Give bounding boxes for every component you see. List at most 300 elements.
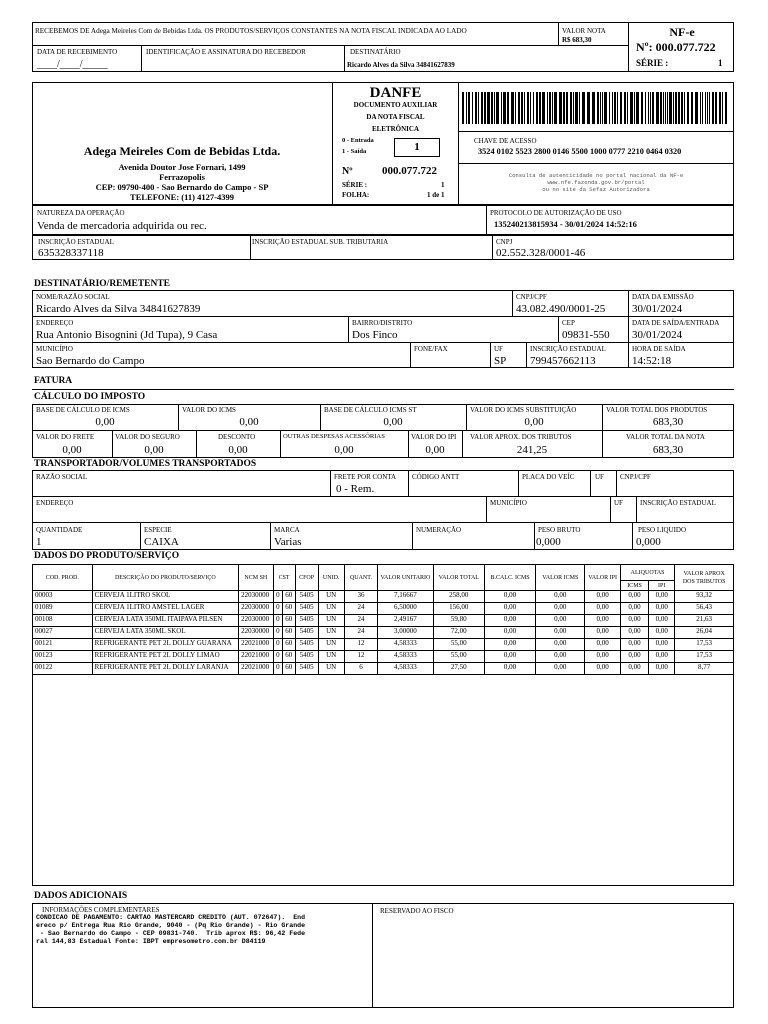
danfe-folha-label: FOLHA:	[342, 191, 370, 199]
cell-aicms: 0,00	[620, 651, 648, 663]
transp-frete: 0 - Rem.	[336, 483, 375, 495]
cell-cst1: 0	[273, 663, 282, 675]
cell-quant: 12	[344, 639, 377, 651]
cell-cst1: 0	[273, 639, 282, 651]
cell-quant: 24	[344, 615, 377, 627]
cell-bc: 0,00	[484, 639, 535, 651]
barcode-bar	[575, 92, 578, 124]
nfe-numero: Nº: 000.077.722	[636, 40, 716, 54]
cell-cst2: 60	[283, 627, 296, 639]
cell-cod: 00121	[33, 639, 93, 651]
dest-endereco-label: ENDEREÇO	[36, 319, 74, 327]
dest-cep-label: CEP	[562, 319, 575, 327]
cell-aicms: 0,00	[620, 663, 648, 675]
barcode-bar	[617, 92, 618, 124]
transp-municipio-label: MUNICÍPIO	[490, 499, 527, 507]
barcode-bar	[636, 92, 639, 124]
valor-nota-label: VALOR NOTA	[562, 27, 606, 35]
cell-bc: 0,00	[484, 651, 535, 663]
dest-municipio: Sao Bernardo do Campo	[36, 355, 145, 367]
barcode-bar	[712, 92, 714, 124]
transp-peso-liquido: 0,000	[636, 536, 661, 548]
cnpj-emitente-label: CNPJ	[496, 238, 513, 246]
cell-desc: REFRIGERANTE PET 2L DOLLY GUARANA	[92, 639, 238, 651]
cell-vunit: 7,16667	[378, 591, 433, 603]
imposto-section: CÁLCULO DO IMPOSTO	[34, 392, 146, 402]
dest-emissao: 30/01/2024	[632, 303, 683, 315]
cell-bc: 0,00	[484, 591, 535, 603]
transp-peso-liquido-label: PESO LIQUIDO	[638, 526, 687, 534]
produtos-section: DADOS DO PRODUTO/SERVIÇO	[34, 551, 180, 561]
ie-value: 635328337118	[38, 247, 104, 259]
transp-especie-label: ESPECIE	[144, 526, 172, 534]
barcode-bar	[719, 92, 721, 124]
cell-vipi: 0,00	[585, 651, 621, 663]
barcode-bar	[549, 92, 551, 124]
barcode-bar	[542, 92, 545, 124]
cell-aipi: 0,00	[649, 591, 675, 603]
transp-especie: CAIXA	[144, 536, 179, 548]
cell-vtotal: 156,00	[433, 603, 484, 615]
info-label: INFORMAÇÕES COMPLEMENTARES	[42, 906, 160, 914]
emitente-name: Adega Meireles Com de Bebidas Ltda.	[83, 144, 281, 158]
transp-antt-label: CÓDIGO ANTT	[412, 473, 460, 481]
cell-desc: CERVEJA 1LITRO AMSTEL LAGER	[92, 603, 238, 615]
cell-cst1: 0	[273, 603, 282, 615]
cell-vtotal: 72,00	[433, 627, 484, 639]
barcode-bar	[533, 92, 534, 124]
cell-ncm: 22021000	[239, 651, 274, 663]
cell-cfop: 5405	[295, 627, 318, 639]
barcode-bar	[566, 92, 568, 124]
danfe-serie-label: SÉRIE :	[342, 181, 368, 189]
barcode-bar	[484, 92, 486, 124]
tributos: 241,25	[516, 444, 548, 456]
cell-vunit: 2,49167	[378, 615, 433, 627]
cell-cod: 00123	[33, 651, 93, 663]
cell-quant: 24	[344, 627, 377, 639]
barcode-bar	[552, 92, 553, 124]
barcode-bar	[702, 92, 703, 124]
cell-quant: 6	[344, 663, 377, 675]
cell-vtotal: 258,00	[433, 591, 484, 603]
cell-vicms: 0,00	[536, 603, 585, 615]
transp-ie-label: INSCRIÇÃO ESTADUAL	[640, 499, 716, 507]
th-cod: COD. PROD.	[33, 565, 93, 591]
adicionais-section: DADOS ADICIONAIS	[34, 891, 128, 901]
cell-bc: 0,00	[484, 663, 535, 675]
protocolo-value: 135240213815934 - 30/01/2024 14:52:16	[494, 219, 637, 229]
th-cfop: CFOP	[295, 565, 318, 591]
chave-value: 3524 0102 5523 2800 0146 5500 1000 0777 2210 0464 0320	[478, 147, 682, 156]
barcode-bar	[652, 92, 654, 124]
dest-cnpj-label: CNPJ/CPF	[516, 293, 547, 301]
dest-nome-label: NOME/RAZÃO SOCIAL	[36, 293, 110, 301]
barcode-bar	[669, 92, 672, 124]
bc-icms-st: 0,00	[383, 416, 403, 428]
outras: 0,00	[334, 444, 354, 456]
total-nota: 683,30	[652, 444, 684, 456]
table-row	[33, 615, 734, 627]
cell-trib: 26,04	[675, 627, 734, 639]
cell-unid: UN	[318, 639, 344, 651]
barcode-bar	[667, 92, 668, 124]
canhoto-serie: 1	[718, 58, 723, 68]
th-vicms: VALOR ICMS	[536, 565, 585, 591]
barcode-bar	[614, 92, 616, 124]
cell-quant: 36	[344, 591, 377, 603]
outras-label: OUTRAS DESPESAS ACESSÓRIAS	[283, 433, 385, 440]
cell-vunit: 6,50000	[378, 603, 433, 615]
cell-ncm: 22030000	[239, 615, 274, 627]
transp-placa-label: PLACA DO VEÍC	[522, 473, 575, 481]
barcode-bar	[630, 92, 633, 124]
canhoto-destinatario: Ricardo Alves da Silva 34841627839	[347, 61, 455, 69]
ipi-label: VALOR DO IPI	[411, 433, 457, 441]
cell-trib: 8,77	[675, 663, 734, 675]
th-cst: CST	[273, 565, 295, 591]
danfe-sub1: DOCUMENTO AUXILIAR	[353, 101, 438, 109]
info-line2: ereco p/ Entrega Rua Rio Grande, 9040 - (Pq Rio Grande) - Rio Grande	[36, 922, 306, 929]
cell-cst2: 60	[283, 603, 296, 615]
cell-cst1: 0	[273, 615, 282, 627]
info-line1: CONDICAO DE PAGAMENTO: CARTAO MASTERCARD CREDITO (AUT. 072647). End	[36, 914, 306, 921]
total-produtos-label: VALOR TOTAL DOS PRODUTOS	[606, 406, 708, 414]
info-line3: - Sao Bernardo do Campo - CEP 09831-740. Trib aprox R$: 96,42 Fede	[36, 930, 306, 937]
cell-vicms: 0,00	[536, 663, 585, 675]
cell-cst1: 0	[273, 627, 282, 639]
cell-vunit: 4,58333	[378, 651, 433, 663]
cell-cfop: 5405	[295, 651, 318, 663]
cell-trib: 17,53	[675, 639, 734, 651]
protocolo-label: PROTOCOLO DE AUTORIZAÇÃO DE USO	[490, 209, 622, 217]
cell-vipi: 0,00	[585, 627, 621, 639]
cell-ncm: 22030000	[239, 591, 274, 603]
cell-ncm: 22021000	[239, 639, 274, 651]
cell-aipi: 0,00	[649, 603, 675, 615]
barcode-bar	[487, 92, 490, 124]
barcode-bar	[466, 92, 467, 124]
barcode-bar	[579, 92, 580, 124]
cell-vunit: 4,58333	[378, 663, 433, 675]
barcode-bar	[587, 92, 590, 124]
barcode-bar	[521, 92, 523, 124]
dest-hora: 14:52:18	[632, 355, 672, 367]
cell-vicms: 0,00	[536, 651, 585, 663]
th-vunit: VALOR UNITARIO	[378, 565, 433, 591]
cell-vipi: 0,00	[585, 615, 621, 627]
cell-cfop: 5405	[295, 603, 318, 615]
barcode-bar	[705, 92, 706, 124]
info-line4: ral 144,83 Estadual Fonte: IBPT empresometro.com.br D84119	[36, 938, 266, 945]
frete-label: VALOR DO FRETE	[36, 433, 95, 441]
barcode-bar	[582, 92, 585, 124]
desconto-label: DESCONTO	[218, 433, 256, 441]
emitente-phone: TELEFONE: (11) 4127-4399	[130, 192, 234, 202]
danfe-sub3: ELETRÔNICA	[371, 125, 420, 133]
cnpj-emitente-value: 02.552.328/0001-46	[496, 247, 586, 259]
cell-ncm: 22030000	[239, 603, 274, 615]
dest-fone-label: FONE/FAX	[414, 345, 448, 353]
transp-marca: Varias	[274, 536, 302, 548]
barcode-bar	[650, 92, 651, 124]
danfe-folha: 1 de 1	[427, 191, 445, 199]
transp-quantidade-label: QUANTIDADE	[36, 526, 83, 534]
danfe-numero-label: Nº	[342, 166, 353, 177]
th-aliq: ALIQUOTAS	[620, 565, 674, 581]
barcode-bar	[527, 92, 529, 124]
seguro-label: VALOR DO SEGURO	[115, 433, 180, 441]
barcode-bar	[609, 92, 610, 124]
cell-quant: 12	[344, 651, 377, 663]
cell-cod: 00108	[33, 615, 93, 627]
barcode-bar	[645, 92, 646, 124]
table-row	[33, 663, 734, 675]
dest-ie: 799457662113	[530, 355, 596, 367]
barcode-bar	[709, 92, 710, 124]
danfe-saida: 1 - Saída	[342, 148, 367, 155]
barcode-bar	[691, 92, 693, 124]
cell-aipi: 0,00	[649, 639, 675, 651]
danfe-tipo: 1	[394, 138, 440, 157]
barcode-bar	[491, 92, 493, 124]
cell-quant: 24	[344, 603, 377, 615]
emitente-cep-city: CEP: 09790-400 - Sao Bernardo do Campo - SP	[95, 182, 269, 192]
barcode-bar	[624, 92, 626, 124]
cell-aipi: 0,00	[649, 627, 675, 639]
data-recebimento-field[interactable]: ____/____/_____	[37, 59, 108, 70]
barcode-bar	[641, 92, 643, 124]
cell-aipi: 0,00	[649, 651, 675, 663]
transp-frete-label: FRETE POR CONTA	[334, 473, 397, 481]
transp-endereco-label: ENDEREÇO	[36, 499, 74, 507]
th-aliq-ipi: IPI	[649, 581, 675, 591]
barcode-bar	[707, 92, 708, 124]
seguro: 0,00	[144, 444, 164, 456]
barcode-bar	[663, 92, 664, 124]
barcode-bar	[597, 92, 599, 124]
cell-unid: UN	[318, 651, 344, 663]
barcode-bar	[725, 92, 727, 124]
ipi: 0,00	[425, 444, 445, 456]
nfe-title: NF-e	[669, 25, 695, 39]
th-desc: DESCRIÇÃO DO PRODUTO/SERVIÇO	[92, 565, 238, 591]
dest-hora-label: HORA DE SAÍDA	[632, 345, 686, 353]
table-row	[33, 627, 734, 639]
cell-cod: 00027	[33, 627, 93, 639]
barcode-bar	[468, 92, 470, 124]
icms: 0,00	[239, 416, 259, 428]
dest-emissao-label: DATA DA EMISSÃO	[632, 293, 694, 301]
cell-vtotal: 59,80	[433, 615, 484, 627]
th-trib: VALOR APROX DOS TRIBUTOS	[675, 565, 734, 591]
consulta-line1: Consulta de autenticidade no portal nacional da NF-e	[508, 172, 684, 179]
cell-unid: UN	[318, 663, 344, 675]
dest-saida-label: DATA DE SAÍDA/ENTRADA	[632, 319, 720, 327]
icms-st: 0,00	[524, 416, 544, 428]
danfe-serie: 1	[441, 181, 445, 189]
cell-desc: REFRIGERANTE PET 2L DOLLY LIMAO	[92, 651, 238, 663]
dest-cnpj: 43.082.490/0001-25	[516, 303, 606, 315]
frete: 0,00	[62, 444, 82, 456]
transp-uf-label: UF	[595, 473, 604, 481]
cell-vunit: 4,58333	[378, 639, 433, 651]
cell-cst2: 60	[283, 639, 296, 651]
barcode-bar	[503, 92, 506, 124]
transp-marca-label: MARCA	[274, 526, 300, 534]
barcode-bar	[507, 92, 509, 124]
table-row	[33, 651, 734, 663]
th-aliq-icms: ICMS	[620, 581, 648, 591]
barcode-bar	[660, 92, 662, 124]
canhoto-serie-label: SÉRIE :	[636, 58, 669, 68]
bc-icms-st-label: BASE DE CÁLCULO ICMS ST	[324, 406, 417, 414]
barcode-bar	[478, 92, 479, 124]
transp-cnpj-label: CNPJ/CPF	[620, 473, 651, 481]
cell-ncm: 22021000	[239, 663, 274, 675]
transp-uf2-label: UF	[614, 499, 623, 507]
barcode-bar	[462, 92, 464, 124]
th-unid: UNID.	[318, 565, 344, 591]
barcode-bar	[501, 92, 502, 124]
cell-vipi: 0,00	[585, 591, 621, 603]
barcode-bar	[700, 92, 701, 124]
dest-uf-label: UF	[494, 345, 503, 353]
cell-cfop: 5405	[295, 591, 318, 603]
barcode-bar	[673, 92, 674, 124]
barcode-bar	[494, 92, 495, 124]
barcode-bar	[554, 92, 557, 124]
ie-label: INSCRIÇÃO ESTADUAL	[38, 238, 114, 246]
chave-label: CHAVE DE ACESSO	[474, 137, 537, 145]
natureza-value: Venda de mercadoria adquirida ou rec.	[37, 220, 207, 232]
barcode-bar	[573, 92, 574, 124]
barcode-bar	[496, 92, 499, 124]
barcode-bar	[612, 92, 613, 124]
cell-vipi: 0,00	[585, 603, 621, 615]
cell-trib: 21,63	[675, 615, 734, 627]
cell-ncm: 22030000	[239, 627, 274, 639]
barcode-bar	[627, 92, 628, 124]
dest-cep: 09831-550	[562, 329, 610, 341]
cell-cst1: 0	[273, 591, 282, 603]
danfe-sub2: DA NOTA FISCAL	[366, 113, 425, 121]
barcode-bar	[600, 92, 601, 124]
cell-cst1: 0	[273, 651, 282, 663]
tributos-label: VALOR APROX. DOS TRIBUTOS	[470, 433, 572, 441]
emitente-street: Avenida Doutor Jose Fornari, 1499	[118, 162, 246, 172]
fatura-section: FATURA	[34, 376, 73, 386]
barcode-bar	[687, 92, 689, 124]
barcode-bar	[681, 92, 683, 124]
cell-vicms: 0,00	[536, 627, 585, 639]
barcode-bar	[536, 92, 538, 124]
consulta-line3: ou no site da Sefaz Autorizadora	[542, 186, 650, 193]
cell-trib: 17,53	[675, 651, 734, 663]
barcode-bar	[648, 92, 649, 124]
transportador-section: TRANSPORTADOR/VOLUMES TRANSPORTADOS	[34, 459, 257, 469]
barcode-bar	[472, 92, 473, 124]
cell-vipi: 0,00	[585, 639, 621, 651]
barcode-bar	[656, 92, 659, 124]
emitente-district: Ferrazopolis	[159, 172, 205, 182]
produtos-table	[32, 564, 734, 675]
danfe-entrada: 0 - Entrada	[342, 137, 374, 144]
barcode-bar	[684, 92, 685, 124]
cell-cst2: 60	[283, 615, 296, 627]
cell-vtotal: 27,50	[433, 663, 484, 675]
cell-desc: REFRIGERANTE PET 2L DOLLY LARANJA	[92, 663, 238, 675]
barcode-bar	[515, 92, 516, 124]
barcode-bar	[634, 92, 635, 124]
cell-vtotal: 55,00	[433, 639, 484, 651]
th-vtotal: VALOR TOTAL	[433, 565, 484, 591]
cell-aicms: 0,00	[620, 591, 648, 603]
barcode-bar	[539, 92, 541, 124]
cell-cod: 00003	[33, 591, 93, 603]
canhoto-destinatario-label: DESTINATÁRIO	[350, 48, 401, 56]
icms-st-label: VALOR DO ICMS SUBSTITUIÇÃO	[470, 406, 577, 414]
barcode-bar	[511, 92, 514, 124]
destinatario-section: DESTINATÁRIO/REMETENTE	[34, 279, 171, 289]
barcode-bar	[475, 92, 477, 124]
icms-label: VALOR DO ICMS	[182, 406, 236, 414]
cell-vunit: 3,00000	[378, 627, 433, 639]
data-recebimento-label: DATA DE RECEBIMENTO	[37, 48, 118, 56]
dest-saida: 30/01/2024	[632, 329, 683, 341]
identificacao-label: IDENTIFICAÇÃO E ASSINATURA DO RECEBEDOR	[146, 48, 306, 56]
barcode-bar	[678, 92, 680, 124]
transp-peso-bruto: 0,000	[536, 536, 561, 548]
cell-bc: 0,00	[484, 603, 535, 615]
consulta-line2: www.nfe.fazenda.gov.br/portal	[547, 179, 645, 186]
table-row	[33, 639, 734, 651]
danfe-numero: 000.077.722	[382, 165, 437, 177]
cell-cfop: 5405	[295, 639, 318, 651]
cell-trib: 56,43	[675, 603, 734, 615]
cell-unid: UN	[318, 591, 344, 603]
cell-aicms: 0,00	[620, 639, 648, 651]
cell-trib: 93,32	[675, 591, 734, 603]
transp-numeracao-label: NUMERAÇÃO	[416, 526, 462, 534]
cell-desc: CERVEJA LATA 350ML ITAIPAVA PILSEN	[92, 615, 238, 627]
dest-bairro-label: BAIRRO/DISTRITO	[352, 319, 413, 327]
cell-aicms: 0,00	[620, 603, 648, 615]
cell-aipi: 0,00	[649, 663, 675, 675]
barcode-bar	[722, 92, 723, 124]
barcode-bar	[695, 92, 698, 124]
fatura-divider	[32, 389, 734, 390]
barcode-bar	[570, 92, 572, 124]
bc-icms-label: BASE DE CÁLCULO DE ICMS	[36, 406, 130, 414]
th-ncm: NCM SH	[239, 565, 274, 591]
natureza-label: NATUREZA DA OPERAÇÃO	[37, 209, 125, 217]
cell-unid: UN	[318, 627, 344, 639]
cell-cod: 00122	[33, 663, 93, 675]
desconto: 0,00	[228, 444, 248, 456]
cell-cfop: 5405	[295, 663, 318, 675]
cell-vicms: 0,00	[536, 591, 585, 603]
cell-aicms: 0,00	[620, 615, 648, 627]
cell-aicms: 0,00	[620, 627, 648, 639]
dest-nome: Ricardo Alves da Silva 34841627839	[36, 303, 201, 315]
barcode-bar	[675, 92, 677, 124]
barcode-bar	[518, 92, 520, 124]
cell-cst2: 60	[283, 663, 296, 675]
fisco-label: RESERVADO AO FISCO	[380, 907, 454, 915]
barcode-icon	[462, 92, 728, 124]
dest-municipio-label: MUNICÍPIO	[36, 345, 73, 353]
